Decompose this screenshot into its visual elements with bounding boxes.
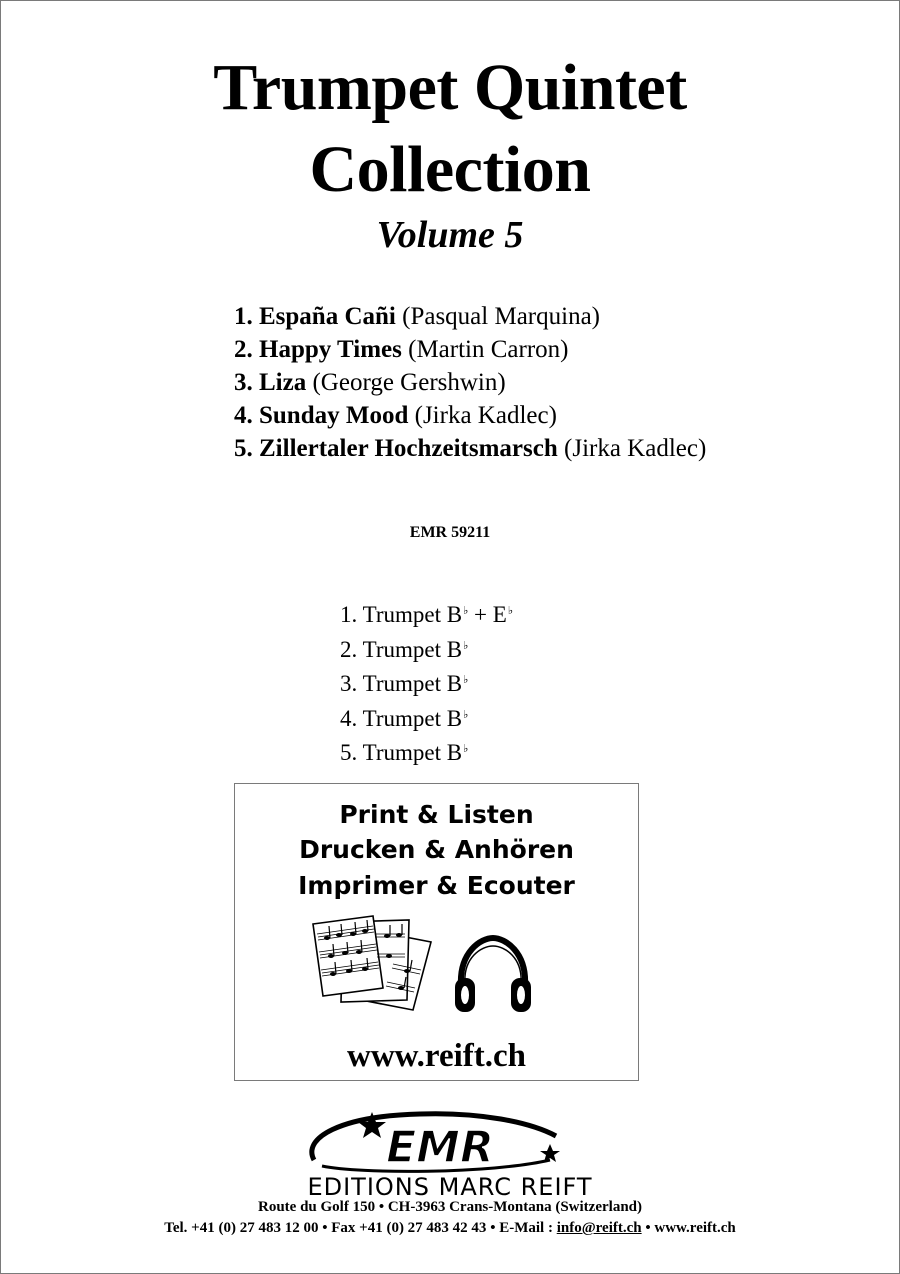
website-link[interactable]: www.reift.ch bbox=[654, 1220, 736, 1236]
part-item bbox=[340, 596, 513, 631]
separator: • bbox=[486, 1220, 500, 1236]
composer: (Martin Carron) bbox=[408, 336, 569, 363]
contents-item bbox=[234, 432, 706, 465]
headphones-icon bbox=[453, 934, 533, 1016]
emr-logo-text: EMR bbox=[386, 1122, 494, 1173]
composer: (Jirka Kadlec) bbox=[564, 435, 707, 462]
part-number: 3. bbox=[340, 671, 358, 696]
composer: (George Gershwin) bbox=[312, 369, 506, 396]
email-link[interactable]: info@reift.ch bbox=[556, 1220, 642, 1236]
email-label: E-Mail : bbox=[499, 1220, 553, 1236]
contents-item bbox=[234, 300, 706, 333]
part-name: Trumpet B bbox=[362, 671, 463, 696]
part-name: Trumpet B bbox=[362, 740, 463, 765]
item-number: 2. bbox=[234, 336, 253, 363]
flat-sign: ♭ bbox=[463, 639, 469, 652]
item-number: 4. bbox=[234, 402, 253, 429]
emr-logo-icon bbox=[300, 1108, 565, 1180]
composer: (Jirka Kadlec) bbox=[414, 402, 557, 429]
print-listen-box bbox=[234, 783, 639, 1081]
part-item bbox=[340, 734, 513, 769]
publisher-name: EDITIONS MARC REIFT bbox=[307, 1173, 593, 1201]
part-number: 5. bbox=[340, 740, 358, 765]
promo-line-french: Imprimer & Ecouter bbox=[298, 871, 575, 900]
item-number: 1. bbox=[234, 303, 253, 330]
item-number: 3. bbox=[234, 369, 253, 396]
telephone: Tel. +41 (0) 27 483 12 00 bbox=[164, 1220, 319, 1236]
fax: Fax +41 (0) 27 483 42 43 bbox=[331, 1220, 487, 1236]
website-link[interactable]: www.reift.ch bbox=[346, 1038, 527, 1074]
part-item bbox=[340, 665, 513, 700]
separator: • bbox=[318, 1220, 332, 1236]
contents-item bbox=[234, 399, 706, 432]
part-number: 1. bbox=[340, 602, 358, 627]
publisher-address: Route du Golf 150 • CH-3963 Crans-Montana (Switzerland) bbox=[258, 1199, 642, 1215]
flat-sign: ♭ bbox=[507, 605, 514, 617]
promo-line-german: Drucken & Anhören bbox=[299, 835, 574, 864]
piece-title: Zillertaler Hochzeitsmarsch bbox=[259, 435, 558, 462]
title-line-1: Trumpet Quintet bbox=[213, 51, 687, 124]
piece-title: Sunday Mood bbox=[259, 402, 409, 429]
contents-item bbox=[234, 366, 706, 399]
parts-list bbox=[340, 596, 513, 769]
part-extra: + E bbox=[468, 602, 507, 627]
part-name: Trumpet B bbox=[362, 602, 463, 627]
part-name: Trumpet B bbox=[362, 705, 463, 731]
contents-item bbox=[234, 333, 706, 366]
flat-sign: ♭ bbox=[463, 708, 469, 721]
volume-label: Volume 5 bbox=[376, 214, 524, 256]
part-item bbox=[340, 700, 513, 735]
piece-title: Happy Times bbox=[259, 336, 402, 363]
flat-sign: ♭ bbox=[463, 743, 469, 755]
contents-list bbox=[234, 300, 706, 465]
part-name: Trumpet B bbox=[362, 636, 463, 662]
title-line-2: Collection bbox=[309, 133, 591, 206]
promo-line-english: Print & Listen bbox=[339, 800, 534, 829]
flat-sign: ♭ bbox=[463, 605, 469, 617]
item-number: 5. bbox=[234, 435, 253, 462]
part-number: 2. bbox=[340, 636, 358, 662]
part-item bbox=[340, 631, 513, 666]
piece-title: Liza bbox=[259, 369, 307, 396]
piece-title: España Cañi bbox=[259, 303, 396, 330]
contact-line bbox=[0, 1220, 900, 1237]
separator: • bbox=[641, 1220, 655, 1236]
part-number: 4. bbox=[340, 705, 358, 731]
composer: (Pasqual Marquina) bbox=[402, 303, 600, 330]
flat-sign: ♭ bbox=[463, 674, 469, 686]
sheet-music-icon bbox=[309, 914, 439, 1014]
edition-number: EMR 59211 bbox=[409, 524, 491, 541]
